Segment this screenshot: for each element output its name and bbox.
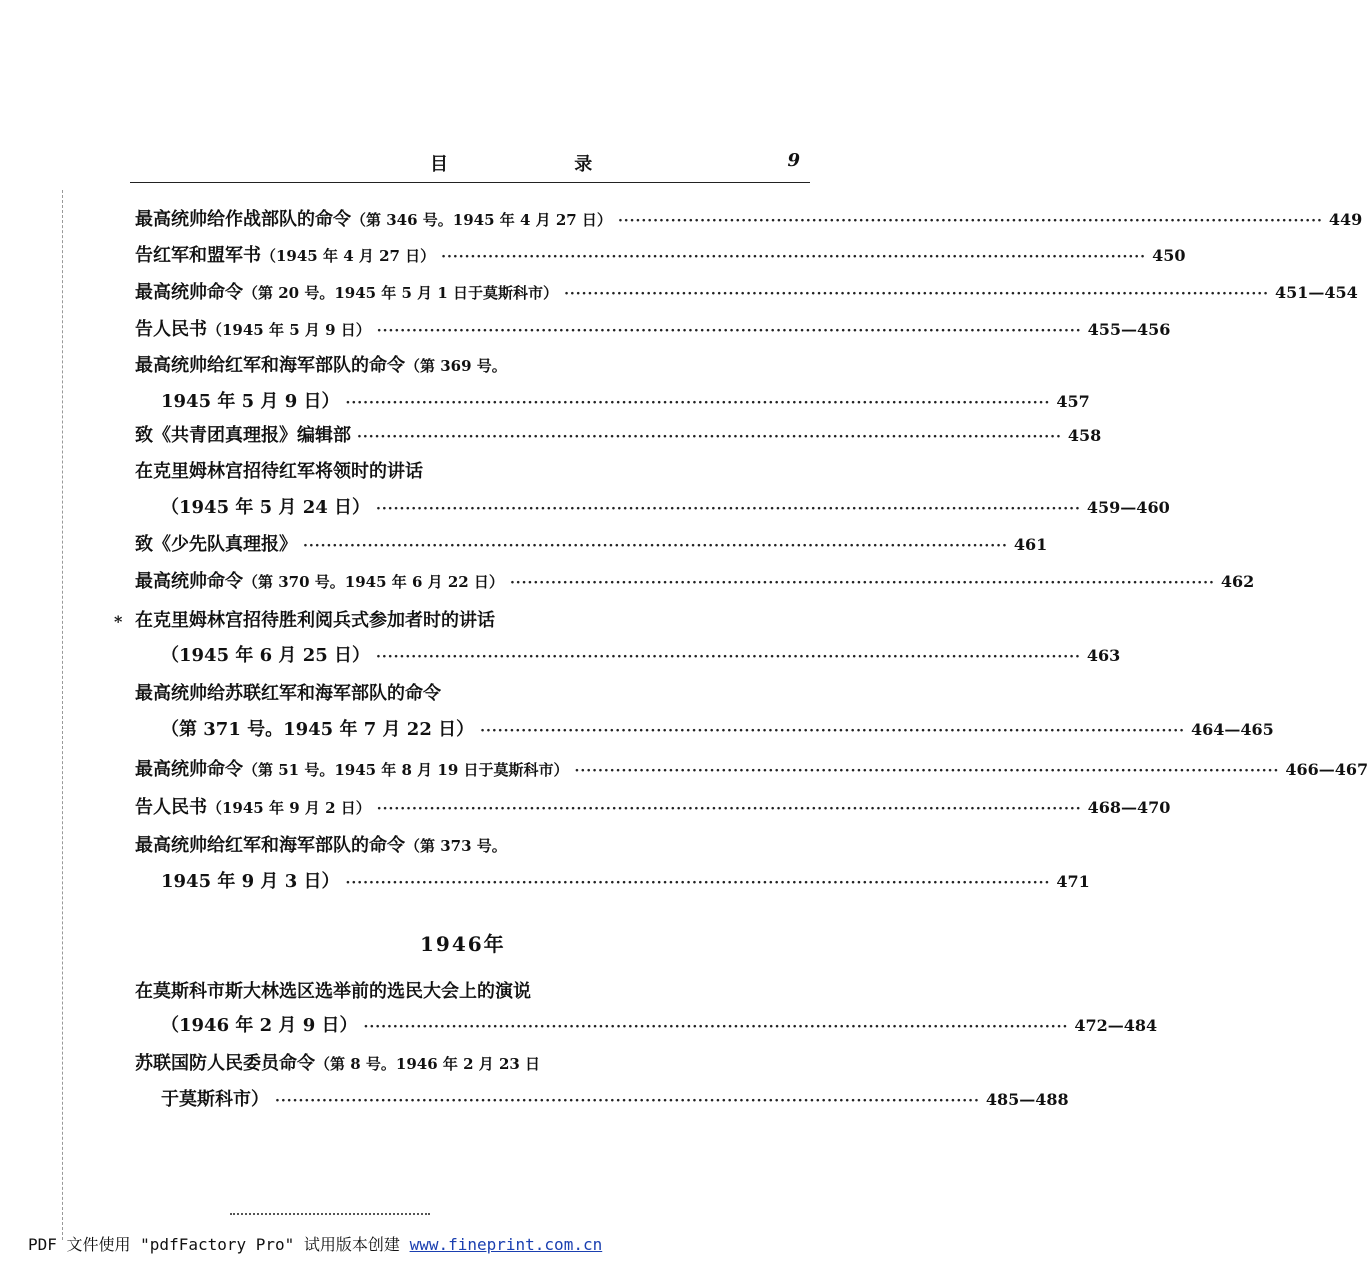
toc-entry-title: （第 371 号。1945 年 7 月 22 日）: [161, 719, 475, 740]
toc-page-number: 458: [1067, 426, 1102, 445]
toc-entry: [135, 278, 1358, 308]
toc-entry-title: （1945 年 5 月 24 日）: [161, 497, 371, 518]
footer-text: PDF 文件使用 "pdfFactory Pro" 试用版本创建: [28, 1235, 410, 1254]
toc-entry: [161, 715, 1274, 745]
toc-page-number: 472—484: [1074, 1016, 1158, 1035]
toc-leader-dots: ························································································································: [564, 286, 1269, 302]
toc-entry: [135, 315, 1171, 345]
toc-entry: [135, 977, 807, 1007]
toc-page-number: 461: [1013, 535, 1048, 554]
header-page-number: 9: [787, 150, 800, 171]
toc-entry-title: 在克里姆林宫招待红军将领时的讲话: [135, 461, 423, 482]
toc-entry-note: （第 8 号。1946 年 2 月 23 日: [315, 1055, 541, 1073]
toc-page-number: 451—454: [1274, 283, 1358, 302]
pdf-footer: [28, 1232, 602, 1255]
toc-entry-title: 最高统帅给红军和海军部队的命令（第 373 号。: [135, 835, 507, 856]
toc-entry-title: 致《少先队真理报》: [135, 534, 297, 555]
toc-entry-note: （第 369 号。: [405, 357, 507, 375]
toc-entry-note: （1945 年 4 月 27 日）: [261, 247, 436, 265]
toc-entry: [135, 793, 1171, 823]
toc-leader-dots: ························································································································: [617, 213, 1323, 229]
toc-entry-title: 最高统帅命令（第 370 号。1945 年 6 月 22 日）: [135, 571, 504, 592]
toc-page-number: 449: [1328, 210, 1363, 229]
toc-page-number: 450: [1152, 246, 1186, 265]
toc-leader-dots: ························································································································: [376, 323, 1082, 339]
toc-entry: [135, 1049, 807, 1079]
toc-leader-dots: ························································································································: [275, 1093, 980, 1109]
toc-leader-dots: ························································································································: [376, 649, 1081, 665]
toc-entry: [135, 457, 807, 487]
toc-page-number: 485—488: [985, 1090, 1069, 1109]
toc-leader-dots: ························································································································: [480, 723, 1186, 739]
toc-entry-title: 告人民书（1945 年 5 月 9 日）: [135, 319, 371, 340]
bottom-scan-smudge: [230, 1213, 430, 1215]
toc-page-number: 468—470: [1087, 798, 1171, 817]
toc-entry: [135, 530, 1048, 560]
toc-entry-title: 于莫斯科市）: [161, 1089, 269, 1110]
toc-page-number: 463: [1086, 646, 1121, 665]
toc-leader-dots: ························································································································: [376, 501, 1081, 517]
toc-entry-note: （1945 年 5 月 9 日）: [207, 321, 371, 339]
toc-page-number: 471: [1056, 872, 1090, 891]
toc-entry-note: （第 346 号。1945 年 4 月 27 日）: [351, 211, 612, 229]
toc-entry-title: 告红军和盟军书（1945 年 4 月 27 日）: [135, 245, 436, 266]
toc-entry: [135, 421, 1102, 451]
toc-entry: [135, 606, 807, 636]
toc-entry: [135, 755, 1368, 785]
toc-entry: [161, 1011, 1158, 1041]
toc-entry: [161, 387, 1090, 417]
toc-entry: [135, 205, 1363, 235]
toc-page-number: 455—456: [1087, 320, 1171, 339]
toc-entry-title: 致《共青团真理报》编辑部: [135, 425, 351, 446]
header-rule: [130, 182, 810, 183]
toc-entry-note: （第 373 号。: [405, 837, 507, 855]
toc-page-number: 457: [1056, 392, 1090, 411]
margin-scan-marks: [62, 190, 64, 1240]
toc-entry-title: 最高统帅给苏联红军和海军部队的命令: [135, 683, 441, 704]
toc-leader-dots: ························································································································: [441, 249, 1147, 265]
toc-entry-title: 最高统帅命令（第 20 号。1945 年 5 月 1 日于莫斯科市）: [135, 282, 559, 303]
toc-leader-dots: ························································································································: [303, 538, 1008, 554]
toc-leader-dots: ························································································································: [376, 801, 1082, 817]
toc-entry: [161, 493, 1170, 523]
toc-leader-dots: ························································································································: [345, 395, 1051, 411]
toc-leader-dots: ························································································································: [357, 429, 1062, 445]
toc-page-number: 466—467: [1285, 760, 1368, 779]
toc-leader-dots: ························································································································: [574, 763, 1280, 779]
toc-entry-title: 在莫斯科市斯大林选区选举前的选民大会上的演说: [135, 981, 531, 1002]
year-heading: 1946年: [420, 932, 506, 956]
toc-entry: [135, 351, 807, 381]
toc-entry: [135, 567, 1255, 597]
toc-entry: [135, 241, 1186, 271]
toc-entry-title: 告人民书（1945 年 9 月 2 日）: [135, 797, 371, 818]
toc-entry-note: （1945 年 9 月 2 日）: [207, 799, 371, 817]
toc-entry: [135, 831, 807, 861]
header-title: 目 录: [430, 154, 653, 175]
toc-leader-dots: ························································································································: [363, 1019, 1069, 1035]
toc-leader-dots: ························································································································: [509, 575, 1215, 591]
toc-page-number: 462: [1220, 572, 1255, 591]
toc-entry-title: 最高统帅给作战部队的命令（第 346 号。1945 年 4 月 27 日）: [135, 209, 612, 230]
star-mark: *: [114, 612, 123, 631]
toc-entry: [135, 679, 807, 709]
footer-link[interactable]: www.fineprint.com.cn: [409, 1235, 603, 1254]
toc-entry-note: （第 51 号。1945 年 8 月 19 日于莫斯科市）: [243, 761, 569, 779]
toc-entry-note: （第 370 号。1945 年 6 月 22 日）: [243, 573, 504, 591]
toc-entry-title: 1945 年 5 月 9 日）: [161, 391, 340, 412]
toc-page-number: 459—460: [1086, 498, 1170, 517]
toc-leader-dots: ························································································································: [345, 875, 1051, 891]
toc-entry-title: 1945 年 9 月 3 日）: [161, 871, 340, 892]
toc-entry: [161, 867, 1090, 897]
toc-entry-title: 在克里姆林宫招待胜利阅兵式参加者时的讲话: [135, 610, 495, 631]
toc-entry-title: 最高统帅命令（第 51 号。1945 年 8 月 19 日于莫斯科市）: [135, 759, 569, 780]
toc-page-number: 464—465: [1191, 720, 1274, 739]
toc-entry: [161, 641, 1121, 671]
toc-entry-note: （第 20 号。1945 年 5 月 1 日于莫斯科市）: [243, 284, 559, 302]
page-header: [130, 150, 810, 180]
toc-entry-title: 最高统帅给红军和海军部队的命令（第 369 号。: [135, 355, 507, 376]
toc-entry: [161, 1085, 1069, 1115]
toc-entry-title: （1945 年 6 月 25 日）: [161, 645, 371, 666]
toc-entry-title: 苏联国防人民委员命令（第 8 号。1946 年 2 月 23 日: [135, 1053, 541, 1074]
toc-entry-title: （1946 年 2 月 9 日）: [161, 1015, 358, 1036]
